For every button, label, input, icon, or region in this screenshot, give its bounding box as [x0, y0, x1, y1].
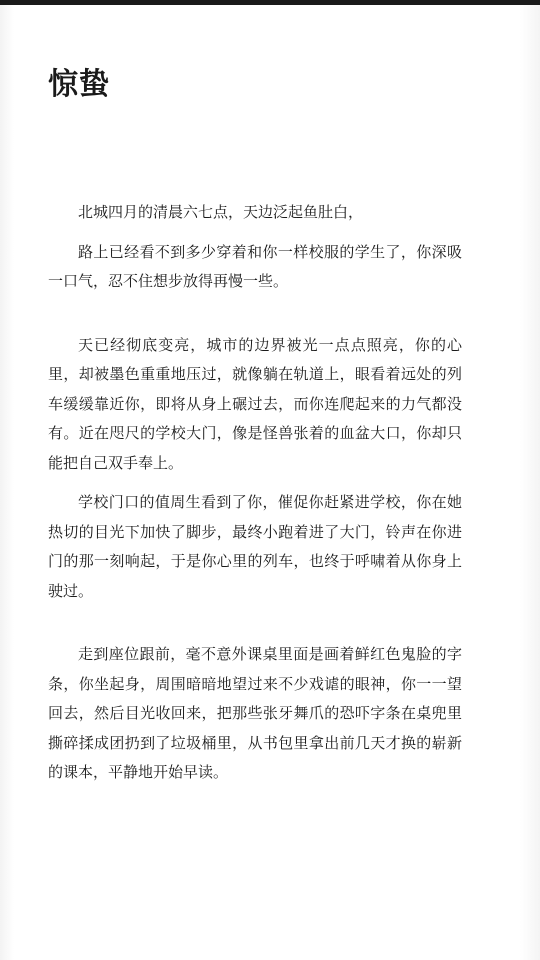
- paragraph-4: 学校门口的值周生看到了你，催促你赶紧进学校，你在她热切的目光下加快了脚步，最终小跑着进了大门，铃声在你进门的那一刻响起，于是你心里的列车，也终于呼啸着从你身上驶过。: [48, 493, 462, 600]
- paragraph-2: 路上已经看不到多少穿着和你一样校服的学生了，你深吸一口气，忍不住想步放得再慢一些。: [48, 242, 462, 290]
- scanned-page: [0, 5, 540, 960]
- paragraph-1: 北城四月的清晨六七点，天边泛起鱼肚白，: [78, 203, 364, 221]
- page-title: 惊蛰: [48, 67, 110, 102]
- paragraph-3: 天已经彻底变亮，城市的边界被光一点点照亮，你的心里，却被墨色重重地压过，就像躺在轨道上，眼看着远处的列车缓缓靠近你，即将从身上碾过去，而你连爬起来的力气都没有。近在咫尺的学校大门，像是怪兽张着的血盆大口，你却只能把自己双手奉上。: [48, 335, 462, 472]
- paragraph-5: 走到座位跟前，毫不意外课桌里面是画着鲜红色鬼脸的字条，你坐起身，周围暗暗地望过来不少戏谑的眼神，你一一望回去，然后目光收回来，把那些张牙舞爪的恐吓字条在桌兜里撕碎揉成团扔到了垃圾桶里，从书包里拿出前几天才换的崭新的课本，平静地开始早读。: [48, 645, 462, 781]
- body-text: [48, 198, 462, 788]
